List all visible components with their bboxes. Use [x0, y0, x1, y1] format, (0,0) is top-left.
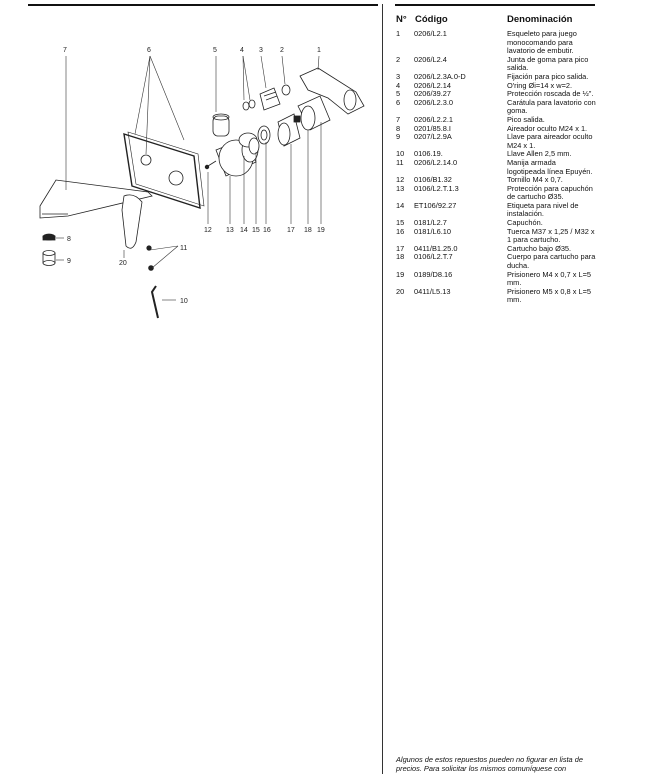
- part-code: 0206/L2.14.0: [414, 157, 458, 167]
- part-name: Protección roscada de ½".: [507, 89, 594, 99]
- part-name: Cuerpo para cartucho para ducha.: [507, 252, 596, 271]
- exploded-diagram: [28, 10, 382, 370]
- allen-key-part: [152, 286, 158, 318]
- threaded-protector-part: [213, 114, 229, 136]
- callout-10: 10: [180, 298, 188, 305]
- part-code: 0411/L5.13: [414, 286, 451, 296]
- part-number: 20: [396, 286, 405, 296]
- part-name: Fijación para pico salida.: [507, 71, 589, 81]
- part-code: 0106.19.: [414, 149, 443, 159]
- part-name: Aireador oculto M24 x 1.: [507, 123, 588, 133]
- callout-11: 11: [180, 245, 188, 252]
- parts-table-header: [396, 14, 596, 30]
- o-ring-part: [243, 100, 255, 110]
- part-number: 5: [396, 89, 401, 99]
- part-number: 18: [396, 252, 405, 262]
- footer-note: Algunos de estos repuestos pueden no figurar en lista de precios. Para solicitar los mismos comuníquese con: [396, 755, 583, 773]
- part-number: 2: [396, 54, 401, 64]
- part-code: 0106/B1.32: [414, 175, 452, 185]
- part-name: Tuerca M37 x 1,25 / M32 x 1 para cartucho.: [507, 226, 595, 245]
- table-row: [396, 99, 596, 116]
- table-row: [396, 271, 596, 288]
- callout-17: 17: [287, 227, 295, 234]
- rubber-gasket-part: [282, 85, 290, 95]
- part-number: 3: [396, 71, 401, 81]
- part-code: 0206/L2.3A.0-D: [414, 71, 466, 81]
- part-number: 10: [396, 149, 405, 159]
- callout-6: 6: [147, 47, 151, 54]
- table-row: [396, 56, 596, 73]
- callout-3: 3: [259, 47, 263, 54]
- part-number: 16: [396, 226, 405, 236]
- table-row: [396, 133, 596, 150]
- part-name: Etiqueta para nivel de instalación.: [507, 200, 579, 219]
- callout-2: 2: [280, 47, 284, 54]
- callout-19: 19: [317, 227, 325, 234]
- screw-part: [205, 161, 216, 169]
- part-number: 17: [396, 243, 405, 253]
- part-code: 0206/L2.14: [414, 80, 451, 90]
- callout-15: 15: [252, 227, 260, 234]
- callout-20: 20: [119, 260, 127, 267]
- table-row: [396, 253, 596, 270]
- cartridge-part: [278, 114, 300, 146]
- table-row: [396, 228, 596, 245]
- part-number: 13: [396, 183, 405, 193]
- parts-table-body: [396, 30, 596, 305]
- header-code: Código: [415, 14, 448, 25]
- part-code: ET106/92.27: [414, 200, 457, 210]
- part-name: Manija armada logotipeada línea Epuyén.: [507, 157, 593, 176]
- part-code: 0206/L2.3.0: [414, 97, 454, 107]
- callout-14: 14: [240, 227, 248, 234]
- part-code: 0206/L2.1: [414, 29, 447, 38]
- part-name: Cartucho bajo Ø35.: [507, 243, 572, 253]
- parts-table: [396, 14, 596, 305]
- part-code: 0206/39.27: [414, 89, 451, 99]
- top-rule-right: [395, 4, 595, 6]
- top-rule-left: [28, 4, 378, 6]
- nut-part: [258, 126, 270, 144]
- callout-5: 5: [213, 47, 217, 54]
- part-code: 0181/L6.10: [414, 226, 451, 236]
- part-code: 0181/L2.7: [414, 218, 447, 228]
- part-name: Capuchón.: [507, 218, 543, 228]
- callout-12: 12: [204, 227, 212, 234]
- part-name: Tornillo M4 x 0,7.: [507, 175, 563, 185]
- table-row: [396, 202, 596, 219]
- part-code: 0201/85.8.I: [414, 123, 451, 133]
- part-name: Pico salida.: [507, 114, 545, 124]
- header-number: N°: [396, 14, 407, 25]
- callout-13: 13: [226, 227, 234, 234]
- table-row: [396, 159, 596, 176]
- callout-4: 4: [240, 47, 244, 54]
- part-number: 1: [396, 29, 401, 38]
- aerator-part: [43, 234, 55, 240]
- part-name: Prisionero M5 x 0,8 x L=5 mm.: [507, 286, 592, 305]
- part-name: Prisionero M4 x 0,7 x L=5 mm.: [507, 269, 592, 288]
- part-name: Protección para capuchón de cartucho Ø35.: [507, 183, 593, 202]
- part-number: 19: [396, 269, 405, 279]
- part-number: 9: [396, 132, 401, 142]
- callout-7: 7: [63, 47, 67, 54]
- part-name: Junta de goma para pico salida.: [507, 54, 589, 73]
- callout-8: 8: [67, 236, 71, 243]
- part-number: 12: [396, 175, 405, 185]
- part-number: 11: [396, 157, 404, 167]
- part-code: 0106/L2.T.7: [414, 252, 453, 262]
- part-number: 8: [396, 123, 401, 133]
- table-row: [396, 30, 596, 56]
- column-divider: [382, 4, 383, 774]
- part-name: Llave Allen 2,5 mm.: [507, 149, 572, 159]
- callout-9: 9: [67, 258, 71, 265]
- aerator-key-part: [43, 251, 55, 266]
- part-code: 0207/L2.9A: [414, 132, 452, 142]
- callout-16: 16: [263, 227, 271, 234]
- part-number: 4: [396, 80, 401, 90]
- part-number: 14: [396, 200, 405, 210]
- table-row: [396, 185, 596, 202]
- part-code: 0106/L2.T.1.3: [414, 183, 459, 193]
- part-number: 7: [396, 114, 401, 124]
- spout-fixing-part: [260, 88, 280, 110]
- part-number: 6: [396, 97, 401, 107]
- part-code: 0411/B1.25.0: [414, 243, 458, 253]
- part-name: O'ring Øi=14 x w=2.: [507, 80, 573, 90]
- part-code: 0206/L2.4: [414, 54, 447, 64]
- callout-18: 18: [304, 227, 312, 234]
- header-name: Denominación: [507, 14, 573, 25]
- part-name: Llave para aireador oculto M24 x 1.: [507, 132, 593, 150]
- table-row: [396, 288, 596, 305]
- part-code: 0189/D8.16: [414, 269, 453, 279]
- part-name: Esqueleto para juego monocomando para lavatorio de embutir.: [507, 29, 577, 56]
- callout-1: 1: [317, 47, 321, 54]
- part-number: 15: [396, 218, 405, 228]
- part-code: 0206/L2.2.1: [414, 114, 454, 124]
- part-name: Carátula para lavatorio con goma.: [507, 97, 596, 116]
